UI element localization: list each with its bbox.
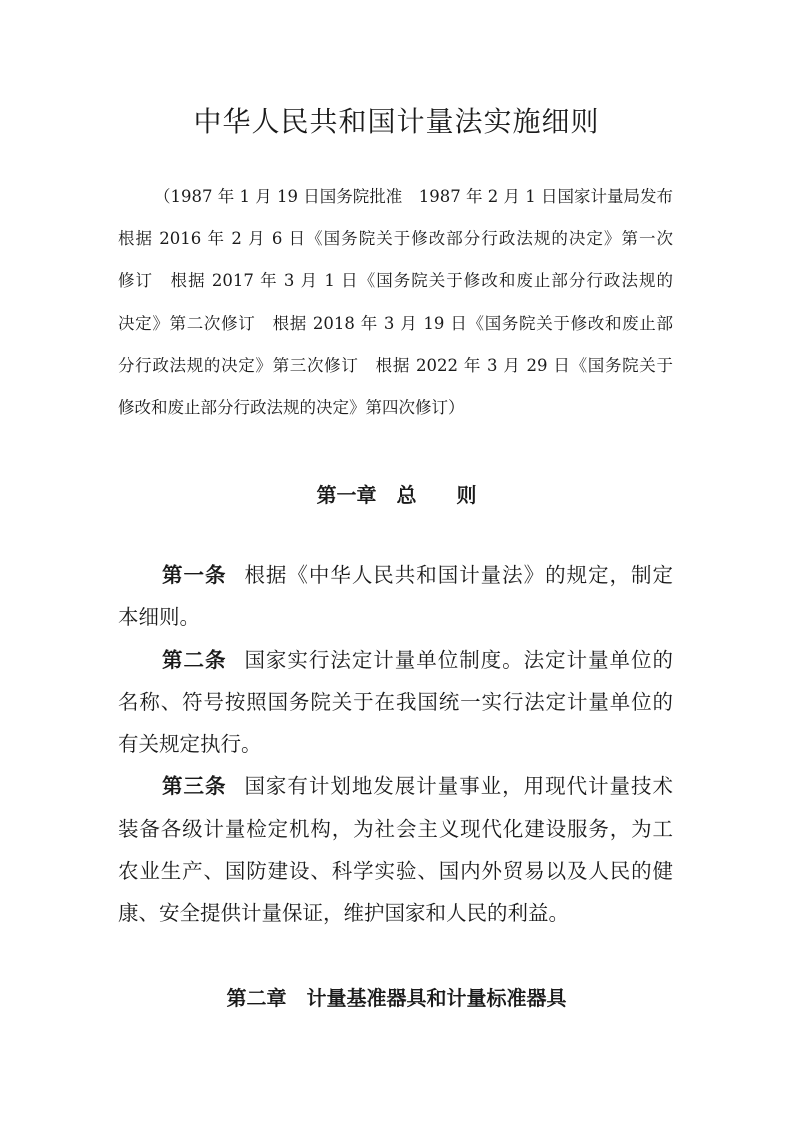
articles — [118, 560, 673, 941]
article-line: 农业生产、国防建设、科学实验、国内外贸易以及人民的健 — [118, 859, 673, 884]
preamble-line: 分行政法规的决定》第三次修订 根据 2022 年 3 月 29 日《国务院关于 — [118, 355, 673, 375]
article-text: 根据《中华人民共和国计量法》的规定，制定 — [244, 563, 674, 587]
article-line: 名称、符号按照国务院关于在我国统一实行法定计量单位的 — [118, 689, 673, 714]
article-label: 第二条 — [162, 647, 227, 672]
article-1 — [118, 560, 673, 602]
article-line: 康、安全提供计量保证，维护国家和人民的利益。 — [118, 901, 569, 926]
article-line: 本细则。 — [118, 605, 200, 630]
article-line: 装备各级计量检定机构，为社会主义现代化建设服务，为工 — [118, 816, 673, 841]
article-text: 国家有计划地发展计量事业，用现代计量技术 — [244, 774, 674, 799]
article-label: 第一条 — [162, 563, 227, 587]
preamble-line: 根据 2016 年 2 月 6 日《国务院关于修改部分行政法规的决定》第一次 — [118, 229, 673, 249]
article-3 — [118, 771, 673, 813]
article-line: 有关规定执行。 — [118, 732, 262, 757]
preamble-line: （1987 年 1 月 19 日国务院批准 1987 年 2 月 1 日国家计量局发布 — [154, 187, 673, 206]
preamble-line: 修订 根据 2017 年 3 月 1 日《国务院关于修改和废止部分行政法规的 — [118, 271, 673, 291]
document-title: 中华人民共和国计量法实施细则 — [193, 105, 600, 138]
article-label: 第三条 — [162, 774, 227, 799]
chapter-heading: 第一章 总 则 — [316, 483, 477, 507]
preamble-line: 决定》第二次修订 根据 2018 年 3 月 19 日《国务院关于修改和废止部 — [118, 313, 673, 333]
article-text: 国家实行法定计量单位制度。法定计量单位的 — [244, 647, 674, 672]
chapter-heading: 第二章 计量基准器具和计量标准器具 — [226, 986, 567, 1010]
preamble-line: 修改和废止部分行政法规的决定》第四次修订） — [118, 397, 465, 417]
preamble — [118, 184, 673, 437]
article-2 — [118, 645, 673, 687]
